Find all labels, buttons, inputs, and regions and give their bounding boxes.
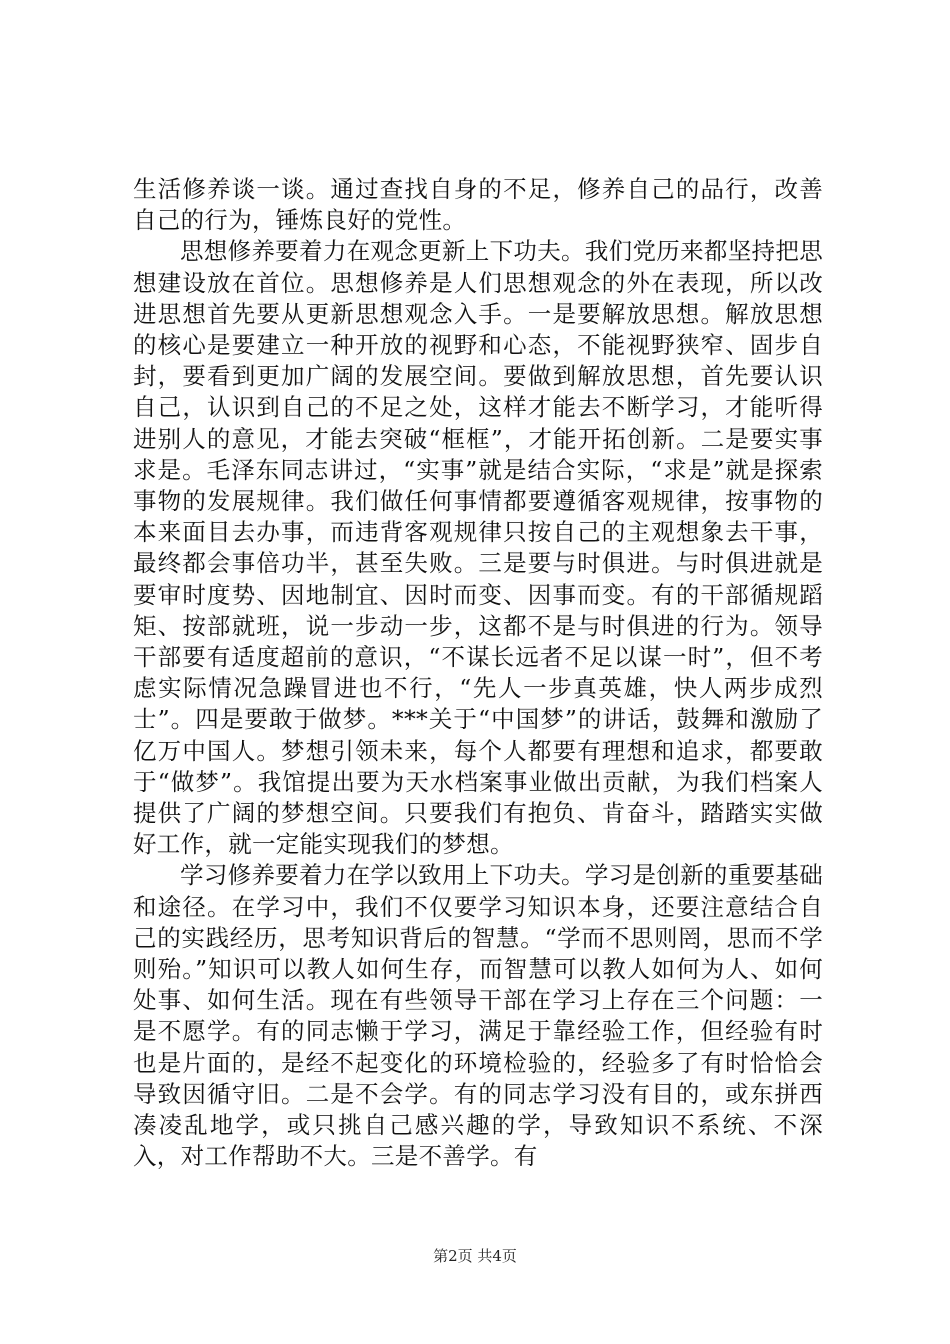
paragraph-3: 学习修养要着力在学以致用上下功夫。学习是创新的重要基础和途径。在学习中，我们不仅要学习知识本身，还要注意结合自己的实践经历，思考知识背后的智慧。“学而不思则罔，思而不学则殆。”知识可以教人如何生存，而智慧可以教人如何为人、如何处事、如何生活。现在有些领导干部在学习上存在三个问题：一是不愿学。有的同志懒于学习，满足于靠经验工作，但经验有时也是片面的，是经不起变化的环境检验的，经验多了有时恰恰会导致因循守旧。二是不会学。有的同志学习没有目的，或东拼西凑凌乱地学，或只挑自己感兴趣的学，导致知识不系统、不深入，对工作帮助不大。三是不善学。有 xyxy=(133,861,823,1171)
page-number-footer: 第2页 共4页 xyxy=(433,1247,517,1265)
paragraph-1: 生活修养谈一谈。通过查找自身的不足，修养自己的品行，改善自己的行为，锤炼良好的党性。 xyxy=(133,175,823,235)
paragraph-2: 思想修养要着力在观念更新上下功夫。我们党历来都坚持把思想建设放在首位。思想修养是人们思想观念的外在表现，所以改进思想首先要从更新思想观念入手。一是要解放思想。解放思想的核心是要建立一种开放的视野和心态，不能视野狭窄、固步自封，要看到更加广阔的发展空间。要做到解放思想，首先要认识自己，认识到自己的不足之处，这样才能去不断学习，才能听得进别人的意见，才能去突破“框框”，才能开拓创新。二是要实事求是。毛泽东同志讲过，“实事”就是结合实际，“求是”就是探索事物的发展规律。我们做任何事情都要遵循客观规律，按事物的本来面目去办事，而违背客观规律只按自己的主观想象去干事，最终都会事倍功半，甚至失败。三是要与时俱进。与时俱进就是要审时度势、因地制宜、因时而变、因事而变。有的干部循规蹈矩、按部就班，说一步动一步，这都不是与时俱进的行为。领导干部要有适度超前的意识，“不谋长远者不足以谋一时”，但不考虑实际情况急躁冒进也不行，“先人一步真英雄，快人两步成烈士”。四是要敢于做梦。***关于“中国梦”的讲话，鼓舞和激励了亿万中国人。梦想引领未来，每个人都要有理想和追求，都要敢于“做梦”。我馆提出要为天水档案事业做出贡献，为我们档案人提供了广阔的梦想空间。只要我们有抱负、肯奋斗，踏踏实实做好工作，就一定能实现我们的梦想。 xyxy=(133,237,823,859)
document-body xyxy=(133,174,823,1173)
